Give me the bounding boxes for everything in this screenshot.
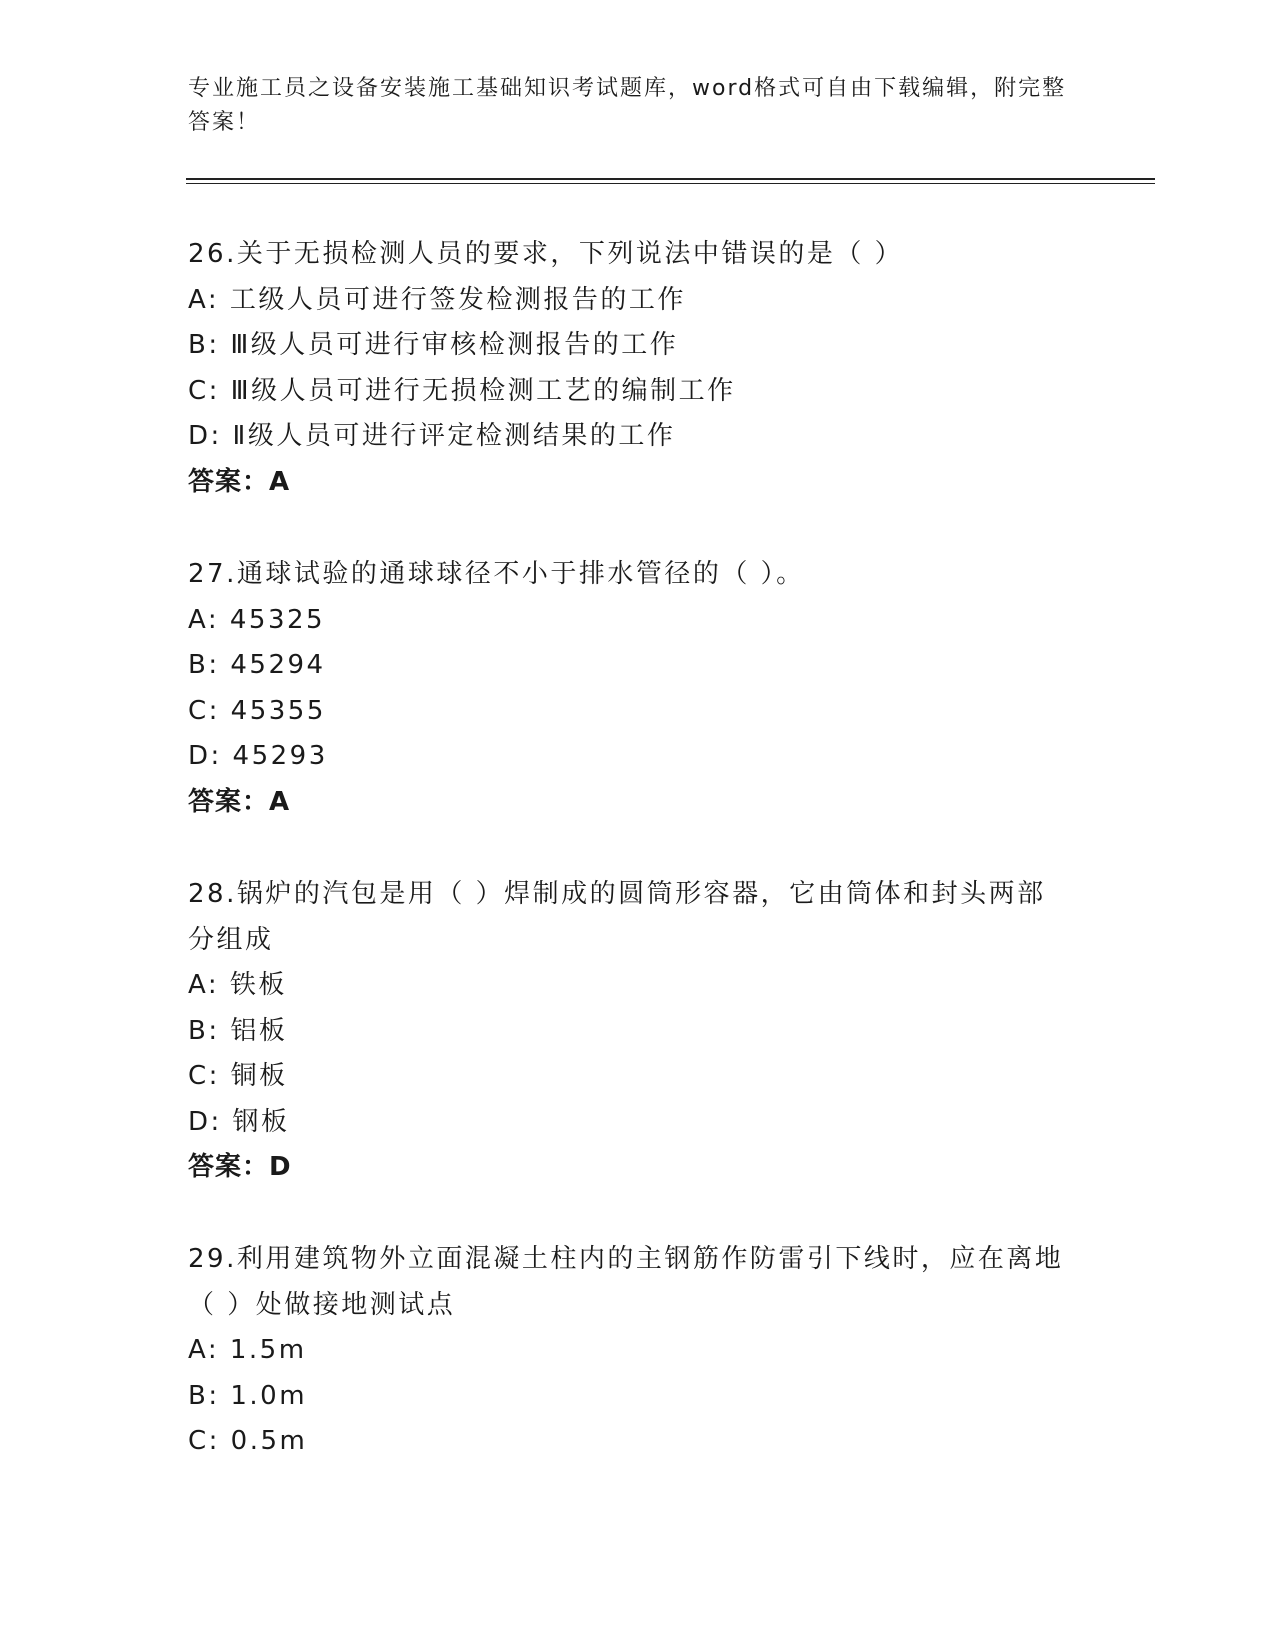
question-stem-line-1: 28.锅炉的汽包是用（ ）焊制成的圆筒形容器，它由筒体和封头两部 <box>188 879 1046 909</box>
option-c: C: 45355 <box>188 695 326 726</box>
header-divider-thick <box>186 178 1155 180</box>
question-stem: 27.通球试验的通球球径不小于排水管径的（ ）。 <box>188 559 805 589</box>
document-header-intro: 专业施工员之设备安装施工基础知识考试题库，word格式可自由下载编辑，附完整答案！ <box>188 76 1067 135</box>
option-d: D: 45293 <box>188 741 328 771</box>
answer-label: 答案：D <box>188 1152 292 1182</box>
option-d: D: Ⅱ级人员可进行评定检测结果的工作 <box>188 421 676 451</box>
option-b: B: Ⅲ级人员可进行审核检测报告的工作 <box>188 330 679 360</box>
question-stem-line-2: 分组成 <box>188 924 274 955</box>
question-stem: 26.关于无损检测人员的要求，下列说法中错误的是（ ） <box>188 239 904 269</box>
option-b: B: 铝板 <box>188 1015 288 1046</box>
option-b: B: 1.0m <box>188 1380 308 1411</box>
answer-label: 答案：A <box>188 786 291 817</box>
option-c: C: 铜板 <box>188 1061 288 1091</box>
option-a: A: 1.5m <box>188 1335 307 1365</box>
question-28 <box>188 872 1088 1191</box>
question-26 <box>188 232 1088 505</box>
question-27 <box>188 552 1088 825</box>
option-d: D: 钢板 <box>188 1106 290 1137</box>
header-divider-thin <box>186 183 1155 184</box>
option-a: A: 工级人员可进行签发检测报告的工作 <box>188 284 686 315</box>
question-29 <box>188 1237 1088 1465</box>
option-a: A: 铁板 <box>188 970 287 1000</box>
option-b: B: 45294 <box>188 650 326 680</box>
option-c: C: 0.5m <box>188 1426 308 1456</box>
option-a: A: 45325 <box>188 604 326 635</box>
question-stem-line-2: （ ）处做接地测试点 <box>188 1289 456 1320</box>
answer-label: 答案：A <box>188 466 291 497</box>
question-stem-line-1: 29.利用建筑物外立面混凝土柱内的主钢筋作防雷引下线时，应在离地 <box>188 1244 1064 1274</box>
option-c: C: Ⅲ级人员可进行无损检测工艺的编制工作 <box>188 375 736 406</box>
